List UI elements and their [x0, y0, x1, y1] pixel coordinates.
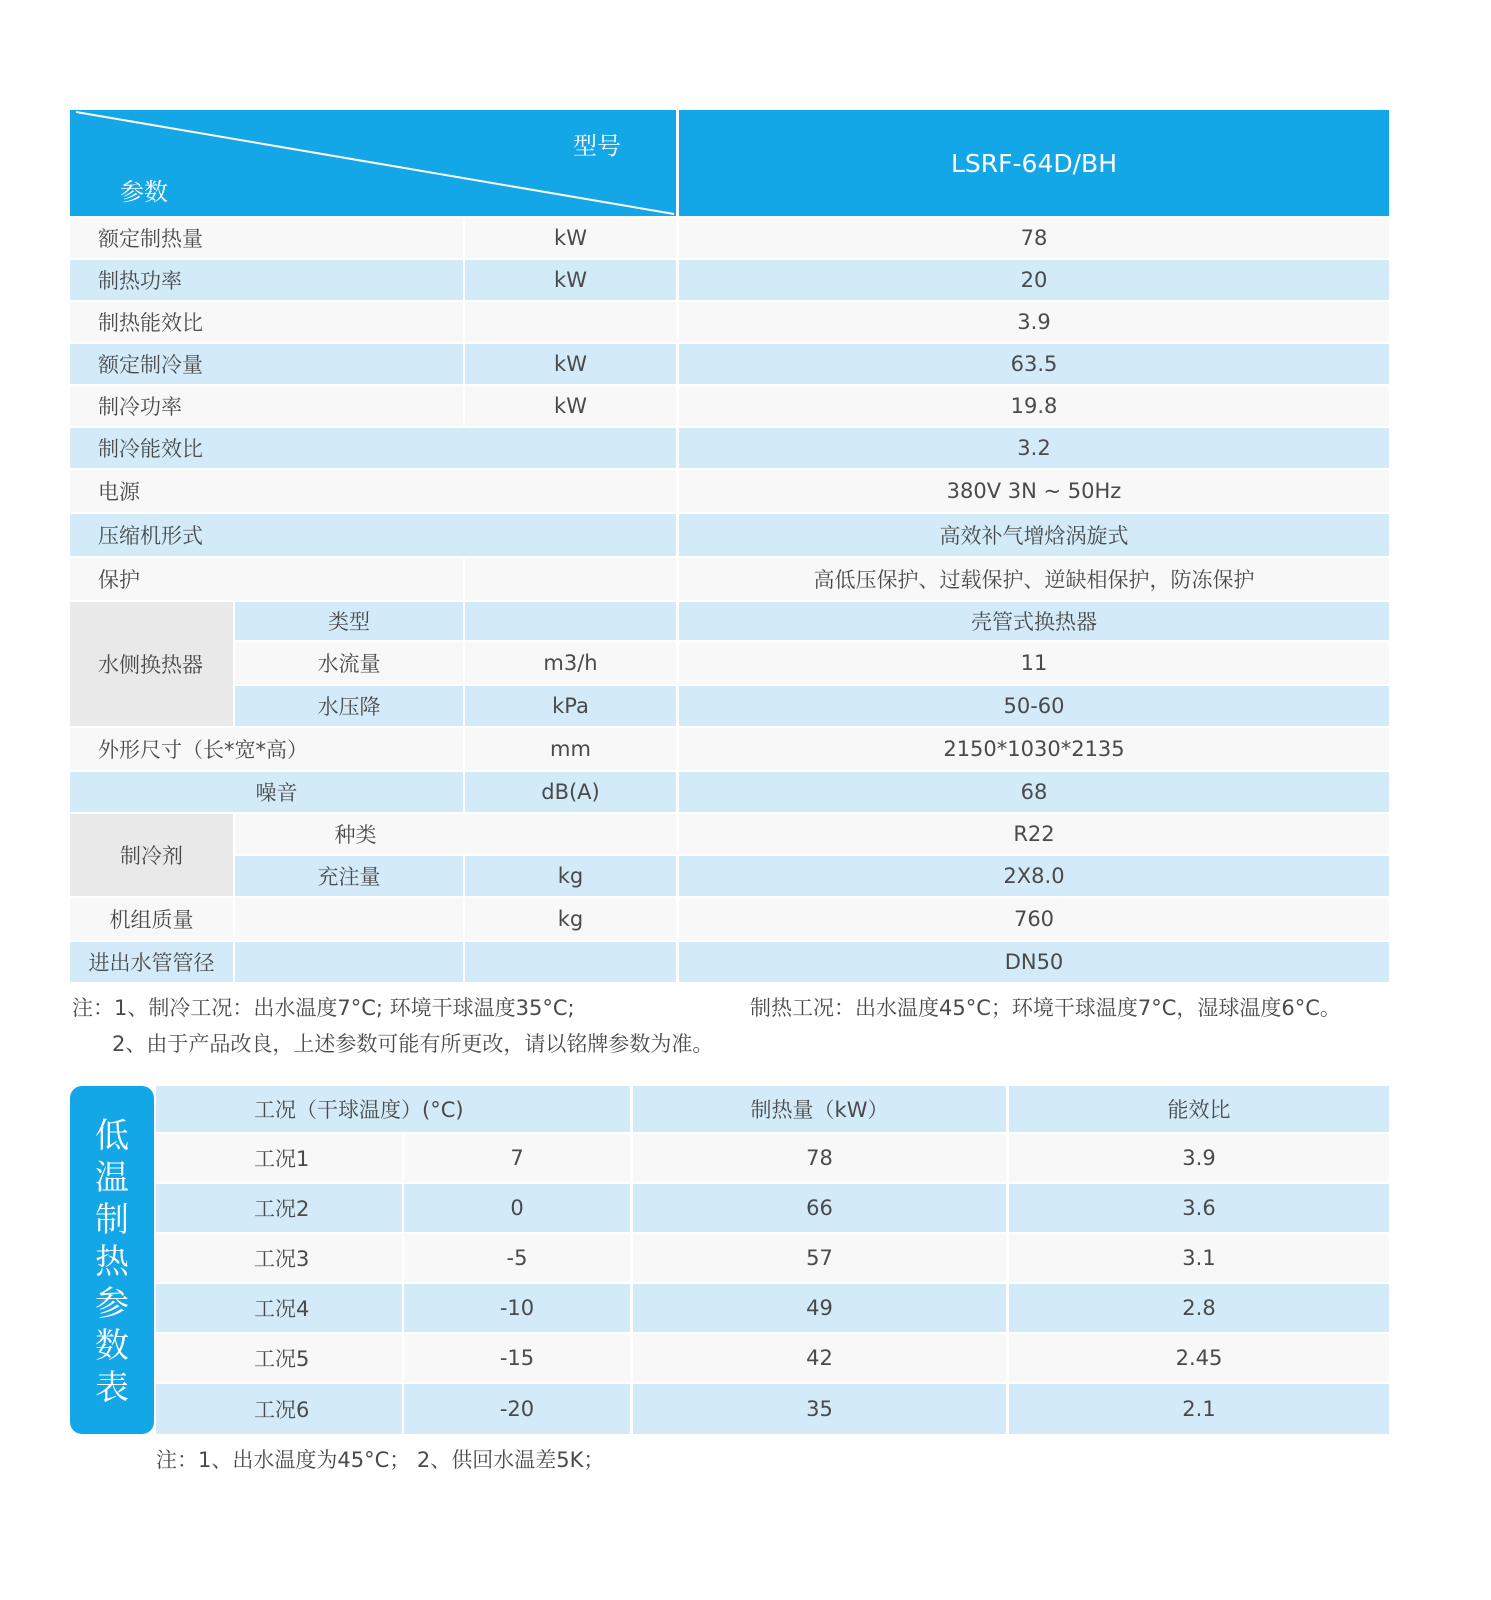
- spec-note-2: 2、由于产品改良，上述参数可能有所更改，请以铭牌参数为准。: [112, 1032, 714, 1056]
- lt-row-temp: -5: [404, 1234, 630, 1282]
- sub-label: 种类: [235, 814, 676, 854]
- lt-row-heat: 57: [633, 1234, 1006, 1282]
- side-title-char: 低: [95, 1116, 129, 1156]
- row-label: 额定制冷量: [70, 344, 463, 384]
- lt-header-heat: 制热量（kW）: [633, 1086, 1006, 1132]
- lt-header-condition: 工况（干球温度）(°C): [156, 1086, 630, 1132]
- row-label: 进出水管管径: [70, 942, 233, 982]
- lt-row-temp: -15: [404, 1334, 630, 1382]
- row-value: 3.9: [679, 302, 1389, 342]
- spec-note-1b: 制热工况：出水温度45°C；环境干球温度7°C，湿球温度6°C。: [750, 996, 1341, 1020]
- row-unit: mm: [465, 728, 676, 770]
- header-param-label: 参数: [120, 178, 168, 206]
- row-unit: kW: [465, 218, 676, 258]
- group-label-refrigerant: 制冷剂: [70, 814, 233, 896]
- lt-row-temp: 7: [404, 1134, 630, 1182]
- row-spacer: [235, 898, 463, 940]
- spec-header-right: [679, 110, 1389, 216]
- row-spacer: [235, 942, 463, 982]
- side-title-char: 热: [95, 1242, 129, 1282]
- row-label: 制冷能效比: [70, 428, 676, 468]
- sub-label: 水流量: [235, 642, 463, 684]
- row-label: 噪音: [70, 772, 463, 812]
- row-value: 380V 3N ~ 50Hz: [679, 470, 1389, 512]
- lt-row-heat: 49: [633, 1284, 1006, 1332]
- row-value: 63.5: [679, 344, 1389, 384]
- side-title-char: 参: [95, 1284, 129, 1324]
- sub-label: 充注量: [235, 856, 463, 896]
- row-unit: kg: [465, 898, 676, 940]
- lt-row-cop: 2.45: [1009, 1334, 1389, 1382]
- lt-row-cop: 2.1: [1009, 1384, 1389, 1434]
- row-value: 20: [679, 260, 1389, 300]
- row-value: 3.2: [679, 428, 1389, 468]
- row-value: 高低压保护、过载保护、逆缺相保护，防冻保护: [679, 558, 1389, 600]
- low-temp-note: 注：1、出水温度为45°C； 2、供回水温差5K；: [156, 1448, 605, 1472]
- lt-row-name: 工况6: [156, 1384, 402, 1434]
- row-value: 78: [679, 218, 1389, 258]
- spec-header-left: [70, 110, 676, 216]
- lt-row-temp: 0: [404, 1184, 630, 1232]
- spec-note-1a: 注：1、制冷工况：出水温度7°C; 环境干球温度35°C;: [72, 996, 575, 1020]
- row-unit: kW: [465, 386, 676, 426]
- row-unit: [465, 558, 676, 600]
- sub-label: 水压降: [235, 686, 463, 726]
- lt-row-name: 工况3: [156, 1234, 402, 1282]
- header-model-label: 型号: [573, 132, 621, 160]
- row-unit: [465, 302, 676, 342]
- row-value: 高效补气增焓涡旋式: [679, 514, 1389, 556]
- row-unit: dB(A): [465, 772, 676, 812]
- lt-row-cop: 2.8: [1009, 1284, 1389, 1332]
- lt-row-heat: 66: [633, 1184, 1006, 1232]
- row-value: 2150*1030*2135: [679, 728, 1389, 770]
- lt-row-cop: 3.6: [1009, 1184, 1389, 1232]
- lt-row-name: 工况4: [156, 1284, 402, 1332]
- group-label-water-hx: 水侧换热器: [70, 602, 233, 726]
- row-label: 制热能效比: [70, 302, 463, 342]
- side-title-char: 表: [95, 1368, 129, 1408]
- row-value: 19.8: [679, 386, 1389, 426]
- lt-row-temp: -20: [404, 1384, 630, 1434]
- side-title-char: 数: [95, 1326, 129, 1366]
- row-unit: kg: [465, 856, 676, 896]
- row-label: 压缩机形式: [70, 514, 676, 556]
- side-title-char: 制: [95, 1200, 129, 1240]
- row-value: 760: [679, 898, 1389, 940]
- row-label: 制冷功率: [70, 386, 463, 426]
- lt-row-name: 工况1: [156, 1134, 402, 1182]
- row-label: 保护: [70, 558, 463, 600]
- row-label: 额定制热量: [70, 218, 463, 258]
- row-label: 机组质量: [70, 898, 233, 940]
- lt-row-name: 工况2: [156, 1184, 402, 1232]
- row-label: 电源: [70, 470, 676, 512]
- row-unit: m3/h: [465, 642, 676, 684]
- side-title-char: 温: [95, 1158, 129, 1198]
- row-value: 2X8.0: [679, 856, 1389, 896]
- row-value: DN50: [679, 942, 1389, 982]
- row-value: 壳管式换热器: [679, 602, 1389, 640]
- lt-row-cop: 3.1: [1009, 1234, 1389, 1282]
- row-unit: [465, 602, 676, 640]
- row-label: 制热功率: [70, 260, 463, 300]
- row-unit: [465, 942, 676, 982]
- row-value: 50-60: [679, 686, 1389, 726]
- row-value: 11: [679, 642, 1389, 684]
- row-unit: kW: [465, 260, 676, 300]
- sub-label: 类型: [235, 602, 463, 640]
- row-unit: kW: [465, 344, 676, 384]
- row-value: 68: [679, 772, 1389, 812]
- lt-row-heat: 78: [633, 1134, 1006, 1182]
- lt-row-heat: 42: [633, 1334, 1006, 1382]
- lt-row-cop: 3.9: [1009, 1134, 1389, 1182]
- low-temp-side-tab: [70, 1086, 154, 1434]
- header-model-value: LSRF-64D/BH: [950, 148, 1117, 178]
- lt-header-cop: 能效比: [1009, 1086, 1389, 1132]
- row-value: R22: [679, 814, 1389, 854]
- row-label: 外形尺寸（长*宽*高）: [70, 728, 463, 770]
- row-unit: kPa: [465, 686, 676, 726]
- lt-row-name: 工况5: [156, 1334, 402, 1382]
- lt-row-heat: 35: [633, 1384, 1006, 1434]
- lt-row-temp: -10: [404, 1284, 630, 1332]
